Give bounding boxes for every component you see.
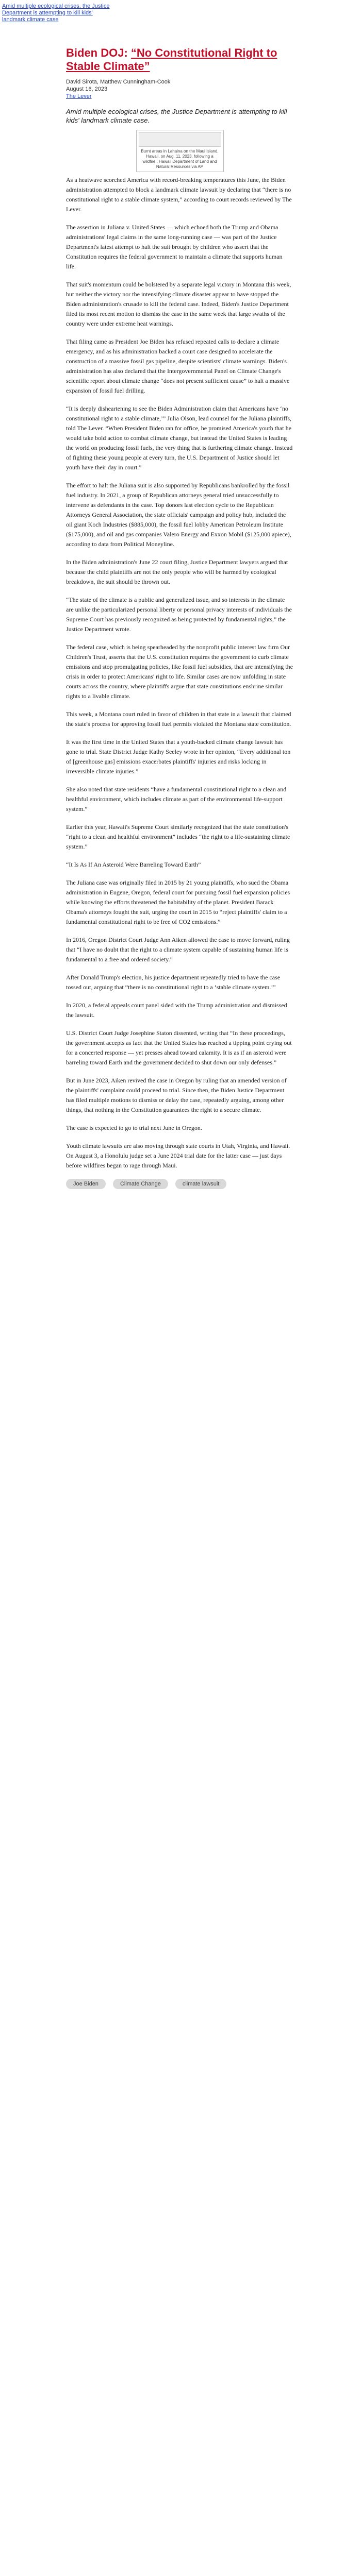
article-card [66,46,293,1194]
banner-link-block[interactable] [2,3,116,23]
section-subheading: “It Is As If An Asteroid Were Barreling Toward Earth” [66,861,201,868]
paragraph: “The state of the climate is a public and generalized issue, and so interests in the climate are unlike the particularized personal liberty or personal privacy interests of individuals the Supreme Court has previously recognized as being protected by fundamental rights,” the Justice Department wrote. [66,596,292,633]
tag-climate-change[interactable]: Climate Change [113,1179,168,1189]
paragraph: After Donald Trump's election, his justice department repeatedly tried to have the case tossed out, arguing that “there is no constitutional right to a ‘stable climate system.’” [66,974,281,991]
paragraph: This week, a Montana court ruled in favor of children in that state in a lawsuit that claimed the state's process for approving fossil fuel permits violated the Montana state constitution. [66,710,291,727]
paragraph: The assertion in Juliana v. United States — which echoed both the Trump and Obama administrations' legal claims in the same long-running case — was part of the Justice Department's latest attempt to halt the suit brought by children who assert that the Constitution requires the federal government to maintain a climate that supports human life. [66,224,283,270]
paragraph: In 2020, a federal appeals court panel sided with the Trump administration and dismissed the lawsuit. [66,1002,287,1019]
paragraph: She also noted that state residents “have a fundamental constitutional right to a clean and healthful environment, which includes climate as part of the environmental life-support system.” [66,786,287,812]
paragraph: It was the first time in the United States that a youth-backed climate change lawsuit has gone to trial. State District Judge Kathy Seeley wrote in her opinion, “Every additional ton of [greenhouse gas] emissions exacerbates plaintiffs' injuries and risks locking in irreversible climate injuries.” [66,738,291,775]
article-title[interactable] [66,46,293,73]
paragraph: The Juliana case was originally filed in 2015 by 21 young plaintiffs, who sued the Obama administration in Eugene, Oregon, federal court for pursuing fossil fuel expansion policies while knowing the efforts threatened the habitability of the planet. President Barack Obama's attorneys fought the suit, urging the court in 2015 to “reject plaintiffs' claim to a fundamental constitutional right to be free of CO2 emissions.” [66,879,290,925]
paragraph: That filing came as President Joe Biden has refused repeated calls to declare a climate emergency, and as his administration backed a court case designed to accelerate the construction of a massive fossil gas pipeline, despite scientists' climate warnings. Biden's administration has also declared that the Intergovernmental Panel on Climate Change's scientific report about climate change “does not present sufficient cause” to halt a massive expansion of fossil fuel drilling. [66,338,290,394]
article-body [66,175,293,1171]
publish-date: August 16, 2023 [66,86,108,92]
source-link[interactable]: The Lever [66,93,92,99]
tag-climate-lawsuit[interactable]: climate lawsuit [175,1179,227,1189]
paragraph: That suit's momentum could be bolstered by a separate legal victory in Montana this week, but neither the victory nor the intensifying climate disaster appear to have stopped the Biden administration's crusade to kill the federal case. Indeed, Biden's Justice Department filed its most recent motion to dismiss the case in the same week that large swaths of the country were under extreme heat warnings. [66,281,291,327]
byline: David Sirota, Matthew Cunningham-Cook [66,79,171,85]
title-plain: Biden DOJ: [66,46,131,59]
paragraph: The federal case, which is being spearheaded by the nonprofit public interest law firm Our Children's Trust, asserts that the U.S. constitution requires the government to curb climate emissions and stop promulgating policies, like fossil fuel subsidies, that are intensifying the crisis in order to protect Americans' right to life. Similar cases are now unfolding in state courts across the country, where plaintiffs argue that state constitutions enshrine similar rights to a livable climate. [66,643,293,700]
paragraph: Earlier this year, Hawaii's Supreme Court similarly recognized that the state constitution's “right to a clean and healthful environment” includes “the right to a life-sustaining climate system.” [66,823,290,850]
image-placeholder [139,132,221,147]
paragraph: Youth climate lawsuits are also moving through state courts in Utah, Virginia, and Hawaii. On August 3, a Honolulu judge set a June 2024 trial date for the latter case — just days before wildfires began to rage through Maui. [66,1142,290,1169]
image-caption: Burnt areas in Lahaina on the Maui Island, Hawaii, on Aug. 11, 2023, following a wildfire., Hawaii Department of Land and Natural Resources via AP [141,149,219,169]
source [66,93,293,100]
tag-joe-biden[interactable]: Joe Biden [66,1179,106,1189]
paragraph: “It is deeply disheartening to see the Biden Administration claim that Americans have ‘no constitutional right to a stable climate,’” Julia Olson, lead counsel for the Juliana plaintiffs, told The Lever. “When President Biden ran for office, he promised America's youth that he would take bold action to combat climate change, but instead the United States is leading the world on producing fossil fuels, the very thing that is furthering climate change. Instead of fighting these young people at every turn, the U.S. Department of Justice should let youth have their day in court.” [66,405,293,471]
paragraph: In 2016, Oregon District Court Judge Ann Aiken allowed the case to move forward, ruling that “I have no doubt that the right to a climate system capable of sustaining human life is fundamental to a free and ordered society.” [66,936,290,963]
tag-list [66,1179,293,1194]
title-quote: “No Constitutional Right to Stable Climate” [66,46,277,73]
paragraph: The case is expected to go to trial next June in Oregon. [66,1124,202,1131]
banner-link[interactable]: Amid multiple ecological crises, the Justice Department is attempting to kill kids' landmark climate case [2,3,110,23]
lead-image [136,130,224,172]
paragraph: But in June 2023, Aiken revived the case in Oregon by ruling that an amended version of the plaintiffs' complaint could proceed to trial. Since then, the Biden Justice Department has filed multiple motions to dismiss or delay the case, repeatedly arguing, among other things, that nothing in the Constitution guarantees the right to a secure climate. [66,1077,287,1113]
article-dek: Amid multiple ecological crises, the Justice Department is attempting to kill kids' landmark climate case. [66,108,287,124]
email-frame [0,36,361,2576]
paragraph: U.S. District Court Judge Josephine Staton dissented, writing that “In these proceedings, the government accepts as fact that the United States has reached a tipping point crying out for a concerted response — yet presses ahead toward calamity. It is as if an asteroid were barreling toward Earth and the government decided to shut down our only defenses.” [66,1029,292,1066]
paragraph: As a heatwave scorched America with record-breaking temperatures this June, the Biden administration attempted to block a landmark climate lawsuit by declaring that “there is no constitutional right to a stable climate system,” according to court records reviewed by The Lever. [66,176,292,213]
paragraph: The effort to halt the Juliana suit is also supported by Republicans bankrolled by the fossil fuel industry. In 2021, a group of Republican attorneys general tried unsuccessfully to intervene as defendants in the case. Top donors last election cycle to the Republican Attorneys General Association, the state officials' campaign and policy hub, included the oil giant Koch Industries ($885,000), the fossil fuel lobby American Petroleum Institute ($175,000), and oil and gas companies Valero Energy and Exxon Mobil ($125,000 apiece), according to data from Political Moneyline. [66,482,291,548]
paragraph: In the Biden administration's June 22 court filing, Justice Department lawyers argued that because the child plaintiffs are not the only people who will be harmed by ecological breakdown, the suit should be thrown out. [66,558,288,585]
